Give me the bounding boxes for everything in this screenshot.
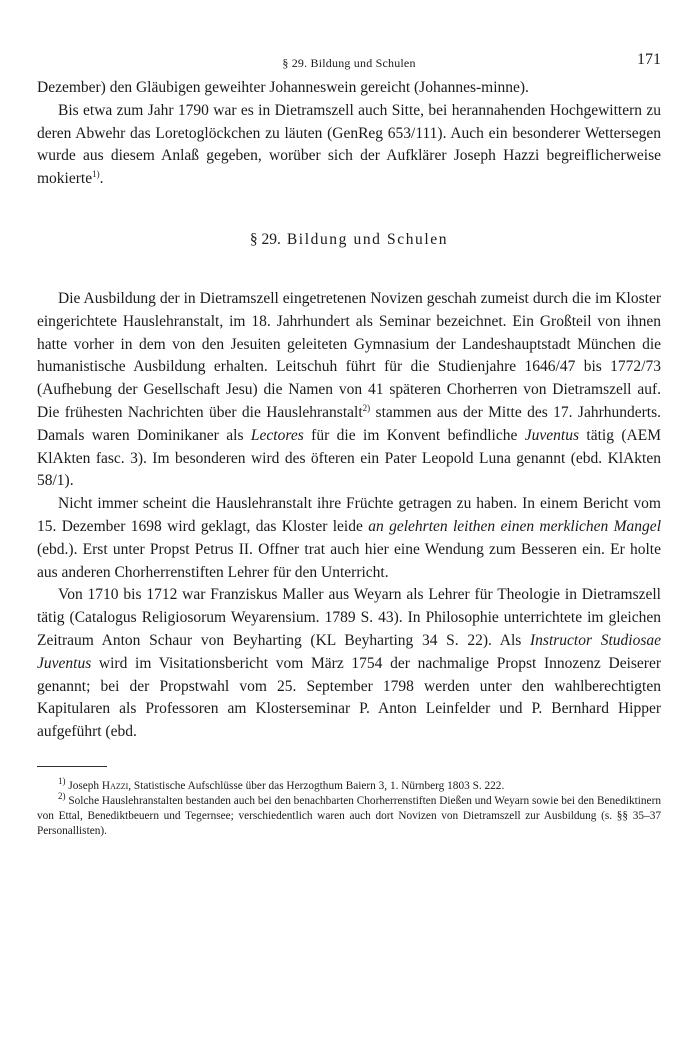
- running-head: [37, 47, 661, 77]
- book-page: [37, 47, 661, 839]
- latin-term: Instructor Studiosae Juventus: [37, 631, 661, 672]
- paragraph-wettersegen: [37, 100, 661, 191]
- footnotes: [37, 776, 661, 839]
- paragraph-text: Die Ausbildung der in Dietramszell eingetretenen Novizen geschah zumeist durch die im Kloster eingerichtete Hauslehranstalt, im 18. Jahrhundert als Seminar bezeichnet. Ein Großteil von ihnen hatte vorher in dem von den Jesuiten geleiteten Gymnasium der Landeshauptstadt München die humanistische Ausbildung erhalten. Leitschuh führt für die Studienjahre 1646/47 bis 1772/73 (Aufhebung der Gesellschaft Jesu) die Namen von 41 späteren Chorherren von Dietramszell auf. Die frühesten Nachrichten über die Hauslehranstalt: [37, 289, 661, 421]
- paragraph-text: (ebd.). Erst unter Propst Petrus II. Offner trat auch hier eine Wendung zum Besseren ein. Er holte aus anderen Chorherrenstiften Lehrer für den Unterricht.: [37, 540, 661, 581]
- continuation-paragraph: Dezember) den Gläubigen geweihter Johanneswein gereicht (Johannes-minne).: [37, 79, 529, 96]
- paragraph-text: tätig (AEM KlAkten fasc. 3). Im besonderen wird des öfteren ein Pater Leopold Luna genannt (ebd. KlAkten 58/1).: [37, 426, 662, 490]
- paragraph-text: für die im Konvent befindliche: [303, 426, 525, 444]
- paragraph-text: Von 1710 bis 1712 war Franziskus Maller aus Weyarn als Lehrer für Theologie in Dietramszell tätig (Catalogus Religiosorum Weyarensium. 1789 S. 43). In Philosophie unterrichtete im gleichen Zeitraum Anton Schaur von Beyharting (KL Beyharting 34 S. 22). Als: [37, 586, 661, 649]
- latin-term: Lectores: [250, 426, 304, 444]
- quoted-phrase: an gelehrten leithen einen merklichen Mangel: [368, 517, 661, 535]
- latin-term: Juventus: [524, 426, 579, 444]
- paragraph-text: wird im Visitationsbericht vom März 1754 der nachmalige Propst Innozenz Deiserer genannt; bei der Propstwahl vom 25. September 1798 werden unter den wahlberechtigten Kapitularen als Professoren am Klosterseminar P. Anton Leinfelder und P. Bernhard Hipper aufgeführt (ebd.: [37, 654, 661, 741]
- main-text: [37, 77, 661, 744]
- paragraph-text: Bis etwa zum Jahr 1790 war es in Dietramszell auch Sitte, bei herannahenden Hochgewittern zu deren Abwehr das Loretoglöckchen zu läuten (GenReg 653/111). Auch ein besonderer Wettersegen wurde aus diesem Anlaß gegeben, worüber sich der Aufklärer Joseph Hazzi begreiflicherweise mokierte: [37, 101, 661, 188]
- footnote-1: [37, 776, 661, 794]
- page-number: 171: [637, 51, 661, 68]
- paragraph-maller: [37, 584, 661, 744]
- paragraph-text: Nicht immer scheint die Hauslehranstalt ihre Früchte getragen zu haben. In einem Bericht vom 15. Dezember 1698 wird geklagt, das Kloster leide: [37, 495, 661, 535]
- paragraph-end: .: [99, 170, 104, 188]
- footnote-rule: [37, 766, 107, 767]
- footnote-text: Solche Hauslehranstalten bestanden auch bei den benachbarten Chorherrenstiften Dießen und Weyarn sowie bei den Benediktinern von Ettal, Benediktbeuern und Tegernsee; verschiedentlich waren auch dort Novizen von Dietramszell zur Ausbildung (s. §§ 35–37 Personallisten).: [37, 794, 661, 837]
- footnote-ref-1: 1): [92, 169, 100, 180]
- footnote-mark: 1): [58, 776, 66, 787]
- footnote-text: Joseph: [68, 779, 102, 792]
- footnote-mark: 2): [58, 791, 66, 802]
- author-name: Hazzi: [101, 779, 129, 792]
- footnote-2: [37, 791, 661, 839]
- paragraph-fruechte: [37, 493, 661, 584]
- section-title: Bildung und Schulen: [286, 230, 449, 248]
- section-number: § 29.: [249, 230, 281, 248]
- footnote-ref-2: 2): [362, 402, 371, 413]
- footnote-text: , Statistische Aufschlüsse über das Herzogthum Baiern 3, 1. Nürnberg 1803 S. 222.: [128, 779, 505, 792]
- paragraph-text: stammen aus der Mitte des 17. Jahrhunderts. Damals waren Dominikaner als: [37, 403, 661, 444]
- paragraph-ausbildung: [37, 288, 661, 493]
- running-title: § 29. Bildung und Schulen: [282, 56, 416, 70]
- section-heading: [37, 229, 661, 251]
